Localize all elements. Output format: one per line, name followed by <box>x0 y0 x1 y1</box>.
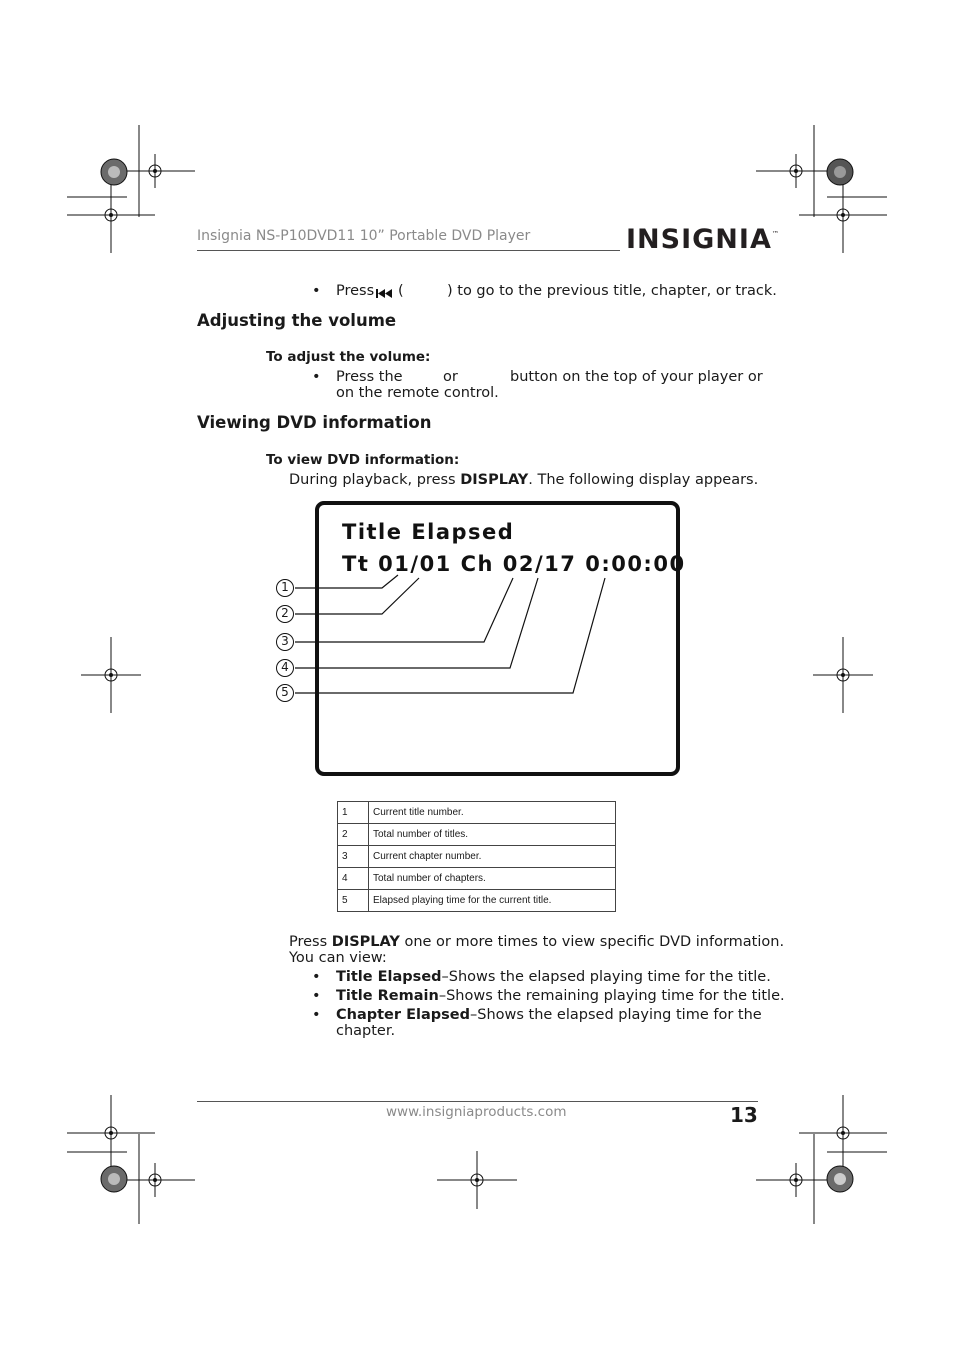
row-description: Total number of titles. <box>369 824 616 846</box>
document-title: Insignia NS-P10DVD11 10” Portable DVD Player <box>197 228 531 244</box>
callout-number-1: 1 <box>281 580 289 594</box>
row-description: Total number of chapters. <box>369 868 616 890</box>
table-row <box>338 846 616 868</box>
callout-number-4: 4 <box>281 660 289 674</box>
row-number: 4 <box>338 868 369 890</box>
outro-text-end: one or more times to view specific DVD information. <box>399 934 785 950</box>
footer-rule <box>197 1101 758 1102</box>
list-item <box>336 969 771 985</box>
intro-suffix: ) to go to the previous title, chapter, or track. <box>447 283 777 299</box>
row-description: Current chapter number. <box>369 846 616 868</box>
bullet-dot: • <box>312 1007 321 1023</box>
list-item <box>336 1007 762 1023</box>
skip-previous-icon <box>376 288 392 299</box>
callout-number-2: 2 <box>281 606 289 620</box>
table-row <box>338 824 616 846</box>
footer-url: www.insigniaproducts.com <box>386 1104 567 1120</box>
list-item-desc: –Shows the elapsed playing time for the <box>469 1007 762 1023</box>
screen-line-2: Tt 01/01 Ch 02/17 0:00:00 <box>342 552 686 576</box>
row-number: 2 <box>338 824 369 846</box>
volume-text-3: button on the top of your player or <box>510 369 763 385</box>
table-row <box>338 868 616 890</box>
outro-line-2: You can view: <box>289 950 387 966</box>
header-rule <box>197 250 620 251</box>
bullet-dot: • <box>312 969 321 985</box>
intro-paren: ( <box>398 283 404 299</box>
volume-text-2: or <box>443 369 458 385</box>
list-item-term: Title Elapsed <box>336 969 442 985</box>
callout-number-5: 5 <box>281 685 289 699</box>
intro-bullet <box>336 283 374 299</box>
list-item-term: Title Remain <box>336 988 439 1004</box>
list-item-desc: –Shows the remaining playing time for the title. <box>438 988 785 1004</box>
info-subheading: To view DVD information: <box>266 452 460 468</box>
intro-prefix: Press <box>336 283 375 299</box>
bullet-dot: • <box>312 283 321 299</box>
list-item-wrap: chapter. <box>336 1023 396 1039</box>
outro-text: Press <box>289 934 332 950</box>
insignia-logo <box>626 224 779 255</box>
row-number: 1 <box>338 802 369 824</box>
list-item-term: Chapter Elapsed <box>336 1007 470 1023</box>
logo-text: INSIGNIA <box>626 224 772 255</box>
display-key-label: DISPLAY <box>460 472 529 488</box>
callout-legend-table <box>337 801 616 912</box>
table-row <box>338 802 616 824</box>
display-key-label: DISPLAY <box>331 934 400 950</box>
table-row <box>338 890 616 912</box>
list-item <box>336 988 785 1004</box>
list-item-desc: –Shows the elapsed playing time for the title. <box>441 969 771 985</box>
outro-line-1 <box>289 934 784 950</box>
volume-subheading: To adjust the volume: <box>266 349 431 365</box>
volume-heading: Adjusting the volume <box>197 311 397 330</box>
screen-line-1: Title Elapsed <box>342 520 515 544</box>
info-intro <box>289 472 758 488</box>
row-description: Current title number. <box>369 802 616 824</box>
info-intro-text-end: . The following display appears. <box>528 472 759 488</box>
info-intro-text: During playback, press <box>289 472 461 488</box>
bullet-dot: • <box>312 369 321 385</box>
trademark-symbol: ™ <box>771 230 779 238</box>
info-heading: Viewing DVD information <box>197 413 432 432</box>
row-number: 5 <box>338 890 369 912</box>
bullet-dot: • <box>312 988 321 1004</box>
callout-number-3: 3 <box>281 634 289 648</box>
row-description: Elapsed playing time for the current title. <box>369 890 616 912</box>
row-number: 3 <box>338 846 369 868</box>
callout-lines <box>270 570 620 710</box>
volume-text-1: Press the <box>336 369 403 385</box>
page-number: 13 <box>730 1103 758 1127</box>
volume-text-4: on the remote control. <box>336 385 499 401</box>
